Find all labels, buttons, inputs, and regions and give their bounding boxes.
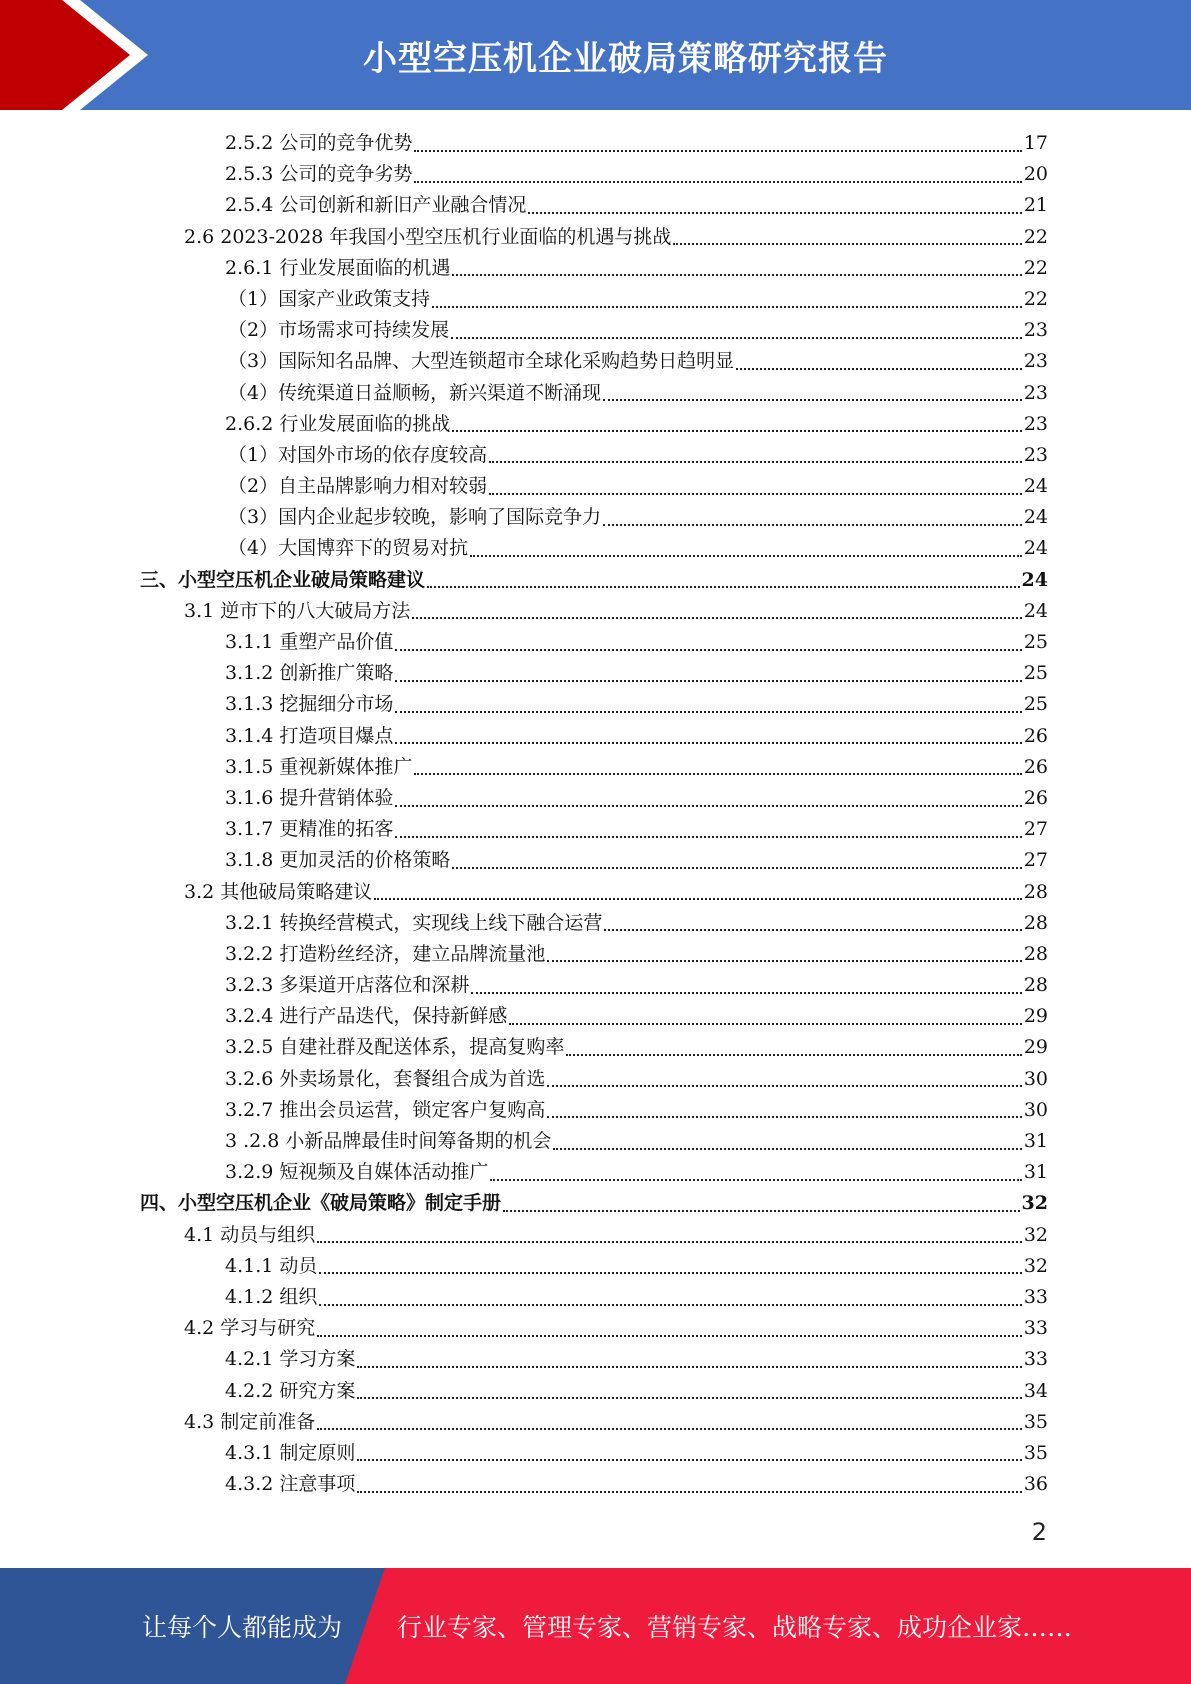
- toc-entry[interactable]: [140, 1157, 1048, 1188]
- toc-dot-leader: [395, 836, 1021, 838]
- toc-entry-page: 30: [1023, 1098, 1048, 1121]
- toc-entry-title: 3.2.1 转换经营模式，实现线上线下融合运营: [225, 911, 603, 934]
- toc-dot-leader: [489, 461, 1022, 463]
- toc-entry[interactable]: [140, 1188, 1048, 1219]
- toc-entry-page: 27: [1023, 818, 1048, 841]
- toc-entry-page: 28: [1023, 911, 1048, 934]
- toc-entry-page: 24: [1023, 537, 1048, 560]
- toc-entry-page: 29: [1023, 1005, 1048, 1028]
- toc-entry-page: 32: [1023, 1254, 1048, 1277]
- toc-entry-title: 3.2.5 自建社群及配送体系，提高复购率: [225, 1036, 565, 1059]
- toc-dot-leader: [604, 929, 1021, 931]
- toc-entry[interactable]: [140, 440, 1048, 471]
- toc-entry-page: 26: [1023, 724, 1048, 747]
- toc-dot-leader: [395, 680, 1021, 682]
- toc-entry[interactable]: [140, 970, 1048, 1001]
- toc-entry[interactable]: [140, 1438, 1048, 1469]
- toc-entry-page: 35: [1023, 1441, 1048, 1464]
- toc-dot-leader: [414, 181, 1021, 183]
- toc-entry-page: 25: [1023, 631, 1048, 653]
- toc-entry-title: 3.1.6 提升营销体验: [225, 786, 394, 809]
- toc-entry-title: 2.6 2023-2028 年我国小型空压机行业面临的机遇与挑战: [184, 225, 672, 248]
- toc-dot-leader: [528, 212, 1021, 214]
- toc-entry-page: 21: [1023, 194, 1048, 217]
- toc-entry-title: （3）国内企业起步较晚，影响了国际竞争力: [228, 506, 602, 529]
- toc-entry[interactable]: [140, 814, 1048, 845]
- toc-dot-leader: [603, 399, 1022, 401]
- toc-entry-title: 四、小型空压机企业《破局策略》制定手册: [140, 1192, 502, 1215]
- toc-entry-page: 25: [1023, 693, 1048, 716]
- toc-entry-title: 4.3 制定前准备: [184, 1410, 316, 1433]
- toc-entry[interactable]: [140, 1469, 1048, 1500]
- toc-entry-page: 24: [1023, 506, 1048, 529]
- page-header: [0, 0, 1191, 110]
- toc-dot-leader: [452, 274, 1021, 276]
- toc-entry-page: 23: [1023, 381, 1048, 404]
- table-of-contents: [140, 128, 1048, 1500]
- toc-entry[interactable]: [140, 315, 1048, 346]
- toc-dot-leader: [432, 306, 1022, 308]
- toc-entry-page: 28: [1023, 942, 1048, 965]
- toc-entry-page: 22: [1023, 225, 1048, 248]
- toc-entry-title: （4）传统渠道日益顺畅，新兴渠道不断涌现: [228, 381, 602, 404]
- toc-dot-leader: [553, 1148, 1021, 1150]
- toc-entry-page: 23: [1023, 319, 1048, 342]
- toc-entry-page: 28: [1023, 974, 1048, 997]
- toc-entry-title: （4）大国博弈下的贸易对抗: [228, 537, 469, 560]
- toc-entry-title: （1）对国外市场的依存度较高: [228, 443, 488, 466]
- toc-dot-leader: [395, 649, 1021, 651]
- toc-entry-title: 3.1.4 打造项目爆点: [225, 724, 394, 747]
- toc-entry[interactable]: [140, 1251, 1048, 1282]
- toc-entry[interactable]: [140, 1220, 1048, 1251]
- toc-entry[interactable]: [140, 1001, 1048, 1032]
- toc-entry-page: 33: [1023, 1285, 1048, 1308]
- toc-entry[interactable]: [140, 596, 1048, 627]
- toc-entry[interactable]: [140, 1376, 1048, 1407]
- toc-dot-leader: [503, 1210, 1020, 1212]
- toc-dot-leader: [452, 430, 1021, 432]
- toc-entry-page: 26: [1023, 786, 1048, 809]
- toc-entry-title: 2.6.2 行业发展面临的挑战: [225, 412, 451, 435]
- toc-entry-title: 3.2.4 进行产品迭代，保持新鲜感: [225, 1005, 508, 1028]
- page-number: 2: [1031, 1518, 1047, 1546]
- header-chevron-decoration: [0, 0, 180, 110]
- toc-entry[interactable]: [140, 845, 1048, 876]
- toc-entry[interactable]: [140, 190, 1048, 221]
- toc-entry-page: 22: [1023, 256, 1048, 279]
- toc-entry-title: 3.1.1 重塑产品价值: [225, 631, 394, 653]
- toc-entry-page: 31: [1023, 1161, 1048, 1184]
- toc-entry-title: 4.1 动员与组织: [184, 1223, 316, 1246]
- toc-dot-leader: [414, 150, 1021, 152]
- toc-entry[interactable]: [140, 346, 1048, 377]
- toc-entry[interactable]: [140, 1095, 1048, 1126]
- toc-dot-leader: [357, 1397, 1021, 1399]
- toc-entry-page: 23: [1023, 443, 1048, 466]
- report-title: 小型空压机企业破局策略研究报告: [363, 38, 888, 79]
- toc-entry[interactable]: [140, 565, 1048, 596]
- toc-entry[interactable]: [140, 502, 1048, 533]
- toc-entry-title: 4.2 学习与研究: [184, 1317, 316, 1340]
- toc-entry[interactable]: [140, 222, 1048, 253]
- toc-entry-page: 24: [1023, 475, 1048, 498]
- toc-entry[interactable]: [140, 908, 1048, 939]
- toc-entry[interactable]: [140, 783, 1048, 814]
- toc-entry[interactable]: [140, 627, 1048, 658]
- toc-entry-page: 35: [1023, 1410, 1048, 1433]
- toc-entry[interactable]: [140, 752, 1048, 783]
- toc-entry-title: 3.2 其他破局策略建议: [184, 880, 373, 903]
- toc-entry-title: 三、小型空压机企业破局策略建议: [140, 568, 426, 591]
- toc-dot-leader: [547, 1085, 1021, 1087]
- toc-entry-title: 3.1.5 重视新媒体推广: [225, 755, 413, 778]
- toc-dot-leader: [357, 1366, 1021, 1368]
- toc-entry[interactable]: [140, 159, 1048, 190]
- toc-dot-leader: [319, 1272, 1021, 1274]
- toc-entry-page: 24: [1023, 599, 1048, 622]
- toc-entry-page: 23: [1023, 350, 1048, 373]
- footer-slogan-right: 行业专家、管理专家、营销专家、战略专家、成功企业家……: [397, 1613, 1073, 1642]
- toc-entry[interactable]: [140, 378, 1048, 409]
- toc-entry-title: 3.1.7 更精准的拓客: [225, 818, 394, 841]
- toc-entry-title: 3.2.6 外卖场景化，套餐组合成为首选: [225, 1067, 546, 1090]
- toc-entry[interactable]: [140, 533, 1048, 564]
- toc-entry-title: 4.2.2 研究方案: [225, 1379, 356, 1402]
- toc-dot-leader: [357, 1491, 1021, 1493]
- toc-dot-leader: [489, 493, 1022, 495]
- toc-entry-title: 4.3.2 注意事项: [225, 1473, 356, 1496]
- toc-entry-page: 32: [1021, 1192, 1048, 1215]
- toc-entry[interactable]: [140, 128, 1048, 159]
- toc-entry[interactable]: [140, 253, 1048, 284]
- toc-entry-title: 3.1 逆市下的八大破局方法: [184, 599, 411, 622]
- toc-entry-page: 17: [1023, 132, 1048, 154]
- toc-entry-title: 4.2.1 学习方案: [225, 1348, 356, 1371]
- toc-entry[interactable]: [140, 939, 1048, 970]
- toc-entry-title: 3.1.8 更加灵活的价格策略: [225, 849, 451, 872]
- toc-entry-title: 3.2.9 短视频及自媒体活动推广: [225, 1161, 489, 1184]
- toc-entry-title: 2.6.1 行业发展面临的机遇: [225, 256, 451, 279]
- toc-dot-leader: [452, 867, 1021, 869]
- toc-dot-leader: [547, 1116, 1021, 1118]
- toc-dot-leader: [395, 805, 1021, 807]
- toc-dot-leader: [509, 1023, 1021, 1025]
- toc-dot-leader: [736, 368, 1022, 370]
- toc-dot-leader: [490, 1179, 1021, 1181]
- toc-dot-leader: [412, 617, 1022, 619]
- toc-dot-leader: [317, 1335, 1022, 1337]
- toc-dot-leader: [317, 1241, 1022, 1243]
- toc-entry-page: 27: [1023, 849, 1048, 872]
- toc-entry-page: 34: [1023, 1379, 1048, 1402]
- toc-dot-leader: [317, 1428, 1022, 1430]
- toc-dot-leader: [603, 524, 1022, 526]
- toc-entry[interactable]: [140, 1032, 1048, 1063]
- toc-entry-page: 32: [1023, 1223, 1048, 1246]
- toc-entry[interactable]: [140, 1282, 1048, 1313]
- toc-entry-page: 29: [1023, 1036, 1048, 1059]
- toc-dot-leader: [566, 1054, 1021, 1056]
- toc-entry[interactable]: [140, 1407, 1048, 1438]
- toc-entry-title: 4.1.1 动员: [225, 1254, 318, 1277]
- toc-entry[interactable]: [140, 471, 1048, 502]
- toc-entry[interactable]: [140, 1344, 1048, 1375]
- toc-dot-leader: [414, 773, 1021, 775]
- toc-entry-title: 3.2.7 推出会员运营，锁定客户复购高: [225, 1098, 546, 1121]
- toc-entry-title: 3.2.3 多渠道开店落位和深耕: [225, 974, 470, 997]
- footer-slogan-left: 让每个人都能成为: [142, 1613, 343, 1642]
- toc-entry-title: 4.1.2 组织: [225, 1285, 318, 1308]
- toc-entry-title: 3 .2.8 小新品牌最佳时间筹备期的机会: [225, 1130, 552, 1152]
- toc-entry-page: 25: [1023, 662, 1048, 685]
- toc-entry-page: 30: [1023, 1067, 1048, 1090]
- toc-dot-leader: [395, 742, 1021, 744]
- toc-entry-page: 31: [1023, 1130, 1048, 1152]
- toc-dot-leader: [471, 992, 1021, 994]
- toc-dot-leader: [357, 1459, 1021, 1461]
- toc-entry-page: 28: [1023, 880, 1048, 903]
- toc-entry[interactable]: [140, 877, 1048, 908]
- toc-dot-leader: [319, 1304, 1021, 1306]
- toc-entry[interactable]: [140, 1064, 1048, 1095]
- toc-entry[interactable]: [140, 409, 1048, 440]
- toc-entry-title: 3.1.2 创新推广策略: [225, 662, 394, 685]
- toc-entry[interactable]: [140, 284, 1048, 315]
- toc-entry-page: 33: [1023, 1317, 1048, 1340]
- toc-entry-title: 2.5.3 公司的竞争劣势: [225, 163, 413, 186]
- toc-entry-title: （1）国家产业政策支持: [228, 287, 431, 310]
- toc-entry-page: 24: [1021, 568, 1048, 591]
- toc-entry-page: 23: [1023, 412, 1048, 435]
- toc-entry-page: 36: [1023, 1473, 1048, 1496]
- toc-dot-leader: [374, 898, 1022, 900]
- toc-entry-title: （2）市场需求可持续发展: [228, 319, 450, 342]
- toc-entry-title: （3）国际知名品牌、大型连锁超市全球化采购趋势日趋明显: [228, 350, 735, 373]
- toc-entry[interactable]: [140, 1313, 1048, 1344]
- toc-entry-title: （2）自主品牌影响力相对较弱: [228, 475, 488, 498]
- toc-entry-title: 3.1.3 挖掘细分市场: [225, 693, 394, 716]
- toc-dot-leader: [470, 555, 1022, 557]
- page-footer: [0, 1568, 1191, 1684]
- toc-entry-page: 26: [1023, 755, 1048, 778]
- toc-dot-leader: [547, 960, 1021, 962]
- toc-entry[interactable]: [140, 689, 1048, 720]
- toc-entry-title: 3.2.2 打造粉丝经济，建立品牌流量池: [225, 942, 546, 965]
- toc-dot-leader: [673, 243, 1021, 245]
- toc-entry[interactable]: [140, 1126, 1048, 1157]
- toc-entry-title: 4.3.1 制定原则: [225, 1441, 356, 1464]
- toc-dot-leader: [395, 711, 1021, 713]
- toc-entry[interactable]: [140, 721, 1048, 752]
- toc-entry[interactable]: [140, 658, 1048, 689]
- toc-entry-page: 33: [1023, 1348, 1048, 1371]
- toc-dot-leader: [451, 337, 1022, 339]
- toc-entry-title: 2.5.2 公司的竞争优势: [225, 132, 413, 154]
- toc-entry-title: 2.5.4 公司创新和新旧产业融合情况: [225, 194, 527, 217]
- toc-entry-page: 22: [1023, 287, 1048, 310]
- toc-dot-leader: [427, 586, 1020, 588]
- toc-entry-page: 20: [1023, 163, 1048, 186]
